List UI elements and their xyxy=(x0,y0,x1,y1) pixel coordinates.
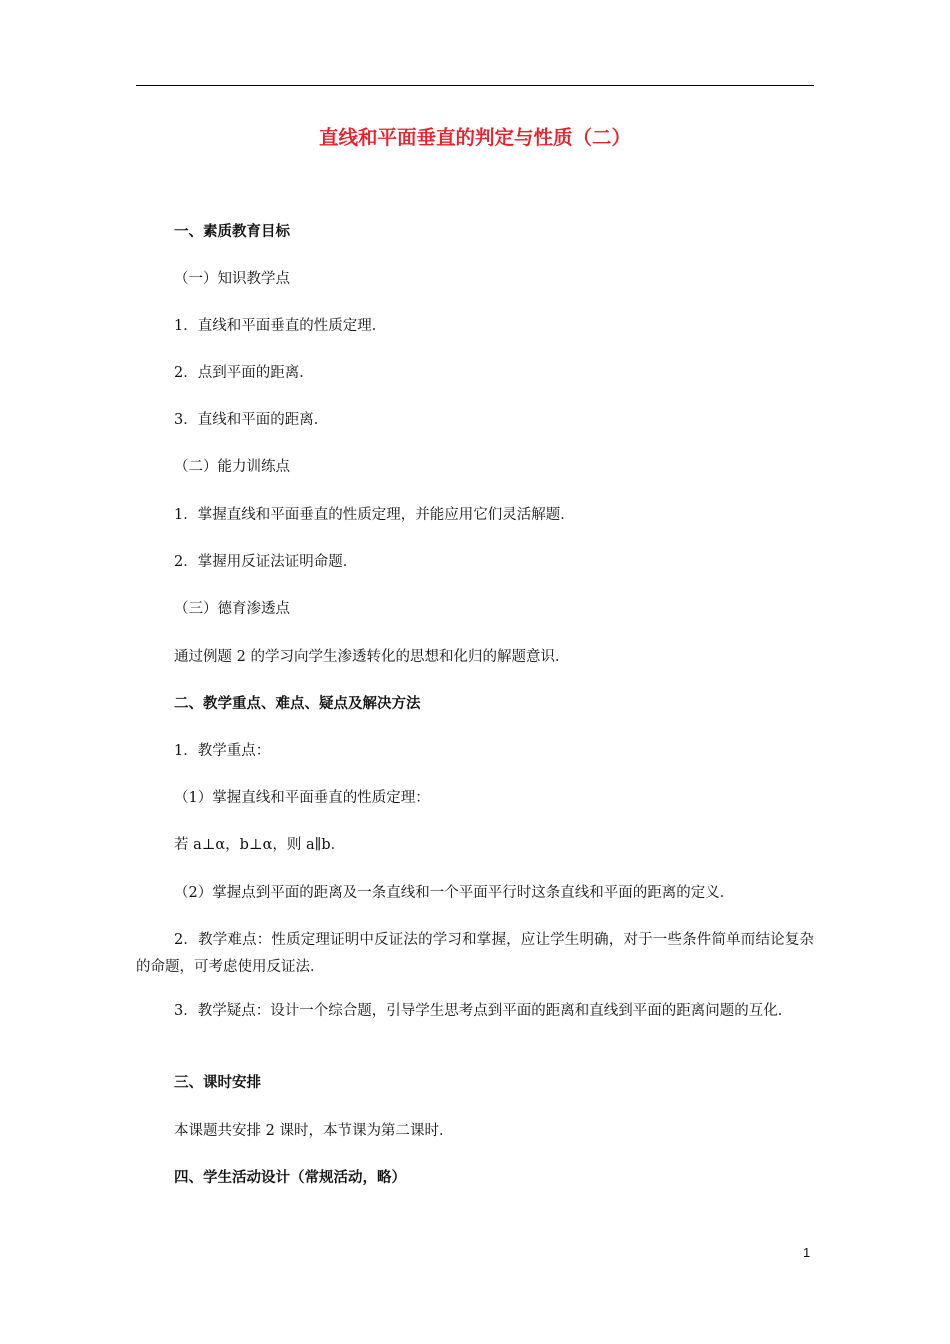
key-point-label: 1．教学重点： xyxy=(174,743,271,759)
difficulty-paragraph: 2．教学难点：性质定理证明中反证法的学习和掌握，应让学生明确，对于一些条件简单而结论复杂的命题，可考虑使用反证法． xyxy=(136,932,814,975)
section-heading-goals: 一、素质教育目标 xyxy=(174,224,290,240)
knowledge-item: 1．直线和平面垂直的性质定理． xyxy=(174,318,387,334)
section-heading-key-points: 二、教学重点、难点、疑点及解决方法 xyxy=(174,696,421,712)
knowledge-item: 3．直线和平面的距离． xyxy=(174,412,329,428)
page-number: 1 xyxy=(803,1245,811,1260)
subheading-moral: （三）德育渗透点 xyxy=(174,601,290,617)
section-heading-activities: 四、学生活动设计（常规活动，略） xyxy=(174,1170,406,1186)
knowledge-item: 2．点到平面的距离． xyxy=(174,365,314,381)
subheading-ability: （二）能力训练点 xyxy=(174,459,290,475)
theorem-statement: 若 a⊥α，b⊥α，则 a∥b． xyxy=(174,837,346,853)
key-point-item: （1）掌握直线和平面垂直的性质定理： xyxy=(174,790,430,806)
key-point-item: （2）掌握点到平面的距离及一条直线和一个平面平行时这条直线和平面的距离的定义． xyxy=(174,885,735,901)
ability-item: 2．掌握用反证法证明命题． xyxy=(174,554,358,570)
schedule-text: 本课题共安排 2 课时，本节课为第二课时． xyxy=(174,1123,454,1139)
doubt-paragraph: 3．教学疑点：设计一个综合题，引导学生思考点到平面的距离和直线到平面的距离问题的互化． xyxy=(174,1003,793,1019)
subheading-knowledge: （一）知识教学点 xyxy=(174,271,290,287)
moral-item: 通过例题 2 的学习向学生渗透转化的思想和化归的解题意识． xyxy=(174,649,570,665)
ability-item: 1．掌握直线和平面垂直的性质定理，并能应用它们灵活解题． xyxy=(174,507,575,523)
header-rule xyxy=(136,85,814,86)
document-title: 直线和平面垂直的判定与性质（二） xyxy=(318,126,631,149)
section-heading-schedule: 三、课时安排 xyxy=(174,1075,261,1091)
